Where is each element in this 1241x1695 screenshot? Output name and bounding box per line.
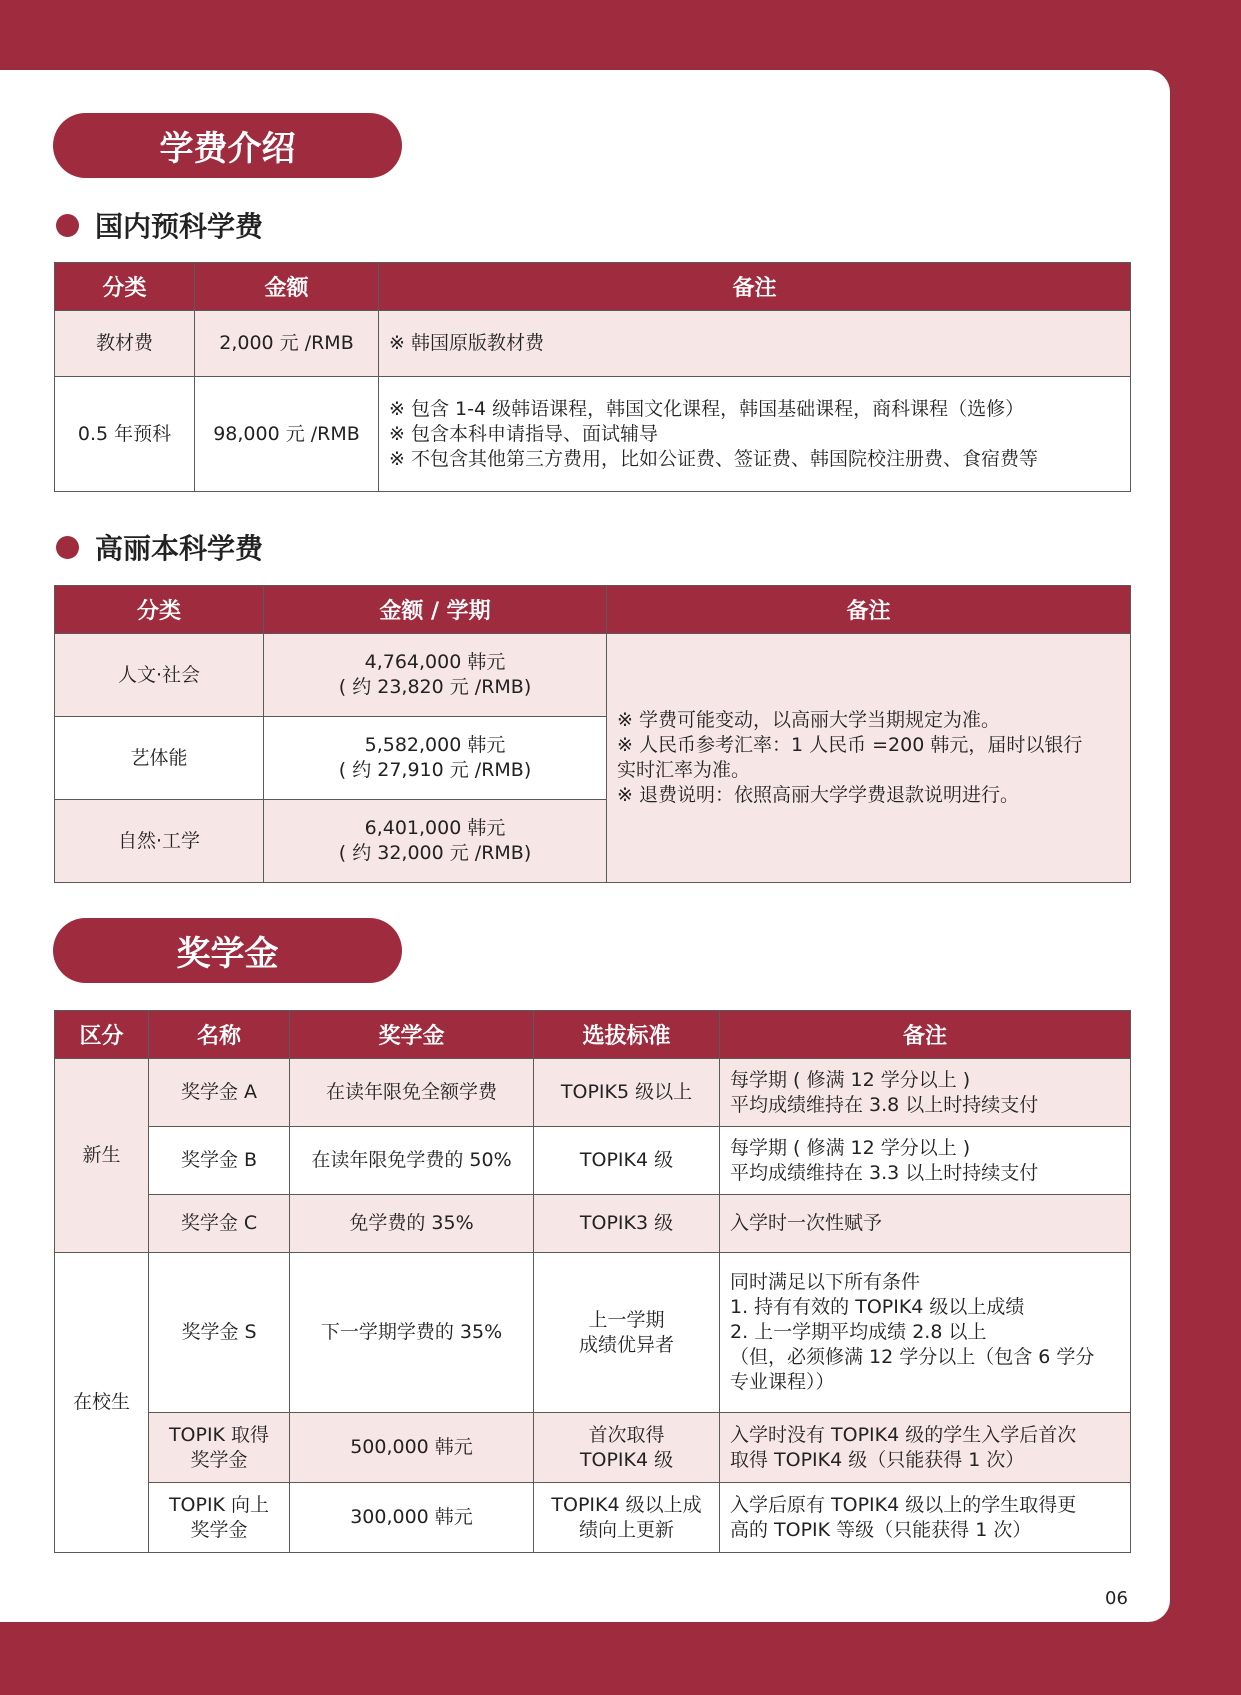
criteria-cell: 上一学期 成绩优异者 [534, 1253, 720, 1413]
notes-cell: 入学后原有 TOPIK4 级以上的学生取得更 高的 TOPIK 等级（只能获得 1 次） [720, 1483, 1131, 1553]
page-number: 06 [1105, 1588, 1128, 1609]
notes-cell: 入学时没有 TOPIK4 级的学生入学后首次 取得 TOPIK4 级（只能获得 1 次） [720, 1413, 1131, 1483]
korea-tuition-table [54, 585, 1131, 883]
name-cell: 奖学金 S [149, 1253, 290, 1413]
award-cell: 下一学期学费的 35% [290, 1253, 534, 1413]
bullet-dot-icon [56, 536, 79, 559]
amount-cell: 98,000 元 /RMB [195, 377, 379, 492]
header-cell: 选拔标准 [534, 1011, 720, 1059]
domestic-tuition-table [54, 262, 1131, 492]
name-cell: TOPIK 取得 奖学金 [149, 1413, 290, 1483]
subsection-korea-title: 高丽本科学费 [95, 532, 264, 565]
notes-cell: 每学期 ( 修满 12 学分以上 ) 平均成绩维持在 3.8 以上时持续支付 [720, 1059, 1131, 1127]
criteria-cell: TOPIK3 级 [534, 1195, 720, 1253]
header-cell: 备注 [607, 586, 1131, 634]
table-row [55, 1413, 1131, 1483]
category-cell: 自然·工学 [55, 800, 264, 883]
table-row [55, 1253, 1131, 1413]
award-cell: 300,000 韩元 [290, 1483, 534, 1553]
subsection-domestic-title: 国内预科学费 [95, 210, 264, 243]
name-cell: TOPIK 向上 奖学金 [149, 1483, 290, 1553]
award-cell: 在读年限免学费的 50% [290, 1127, 534, 1195]
table-header-row [55, 263, 1131, 311]
bullet-dot-icon [56, 214, 79, 237]
header-cell: 金额 [195, 263, 379, 311]
section-title-tuition: 学费介绍 [53, 113, 402, 178]
subsection-domestic [56, 205, 263, 245]
criteria-cell: 首次取得 TOPIK4 级 [534, 1413, 720, 1483]
table-row [55, 1059, 1131, 1127]
group-cell-current: 在校生 [55, 1253, 149, 1553]
table-row [55, 1195, 1131, 1253]
table-row [55, 377, 1131, 492]
amount-cell: 6,401,000 韩元 ( 约 32,000 元 /RMB) [264, 800, 607, 883]
amount-cell: 4,764,000 韩元 ( 约 23,820 元 /RMB) [264, 634, 607, 717]
notes-cell: 每学期 ( 修满 12 学分以上 ) 平均成绩维持在 3.3 以上时持续支付 [720, 1127, 1131, 1195]
award-cell: 500,000 韩元 [290, 1413, 534, 1483]
name-cell: 奖学金 B [149, 1127, 290, 1195]
category-cell: 人文·社会 [55, 634, 264, 717]
award-cell: 在读年限免全额学费 [290, 1059, 534, 1127]
table-row [55, 1483, 1131, 1553]
table-row [55, 634, 1131, 717]
name-cell: 奖学金 C [149, 1195, 290, 1253]
notes-cell: ※ 包含 1-4 级韩语课程，韩国文化课程，韩国基础课程，商科课程（选修） ※ 包含本科申请指导、面试辅导 ※ 不包含其他第三方费用，比如公证费、签证费、韩国院校注册费、食宿费等 [379, 377, 1131, 492]
header-cell: 金额 / 学期 [264, 586, 607, 634]
table-header-row [55, 1011, 1131, 1059]
criteria-cell: TOPIK4 级 [534, 1127, 720, 1195]
section-title-scholarship: 奖学金 [53, 918, 402, 983]
amount-cell: 5,582,000 韩元 ( 约 27,910 元 /RMB) [264, 717, 607, 800]
group-cell-new: 新生 [55, 1059, 149, 1253]
criteria-cell: TOPIK4 级以上成 绩向上更新 [534, 1483, 720, 1553]
notes-cell: 同时满足以下所有条件 1. 持有有效的 TOPIK4 级以上成绩 2. 上一学期平均成绩 2.8 以上 （但，必须修满 12 学分以上（包含 6 学分 专业课程）） [720, 1253, 1131, 1413]
category-cell: 教材费 [55, 311, 195, 377]
header-cell: 奖学金 [290, 1011, 534, 1059]
category-cell: 艺体能 [55, 717, 264, 800]
header-cell: 名称 [149, 1011, 290, 1059]
notes-cell: 入学时一次性赋予 [720, 1195, 1131, 1253]
scholarship-table [54, 1010, 1131, 1553]
amount-cell: 2,000 元 /RMB [195, 311, 379, 377]
header-cell: 分类 [55, 586, 264, 634]
table-row [55, 311, 1131, 377]
table-header-row [55, 586, 1131, 634]
award-cell: 免学费的 35% [290, 1195, 534, 1253]
criteria-cell: TOPIK5 级以上 [534, 1059, 720, 1127]
header-cell: 分类 [55, 263, 195, 311]
table-row [55, 1127, 1131, 1195]
notes-cell: ※ 韩国原版教材费 [379, 311, 1131, 377]
header-cell: 备注 [379, 263, 1131, 311]
header-cell: 区分 [55, 1011, 149, 1059]
subsection-korea [56, 527, 263, 567]
notes-cell: ※ 学费可能变动，以高丽大学当期规定为准。 ※ 人民币参考汇率：1 人民币 =200 韩元，届时以银行 实时汇率为准。 ※ 退费说明：依照高丽大学学费退款说明进行。 [607, 634, 1131, 883]
name-cell: 奖学金 A [149, 1059, 290, 1127]
category-cell: 0.5 年预科 [55, 377, 195, 492]
header-cell: 备注 [720, 1011, 1131, 1059]
